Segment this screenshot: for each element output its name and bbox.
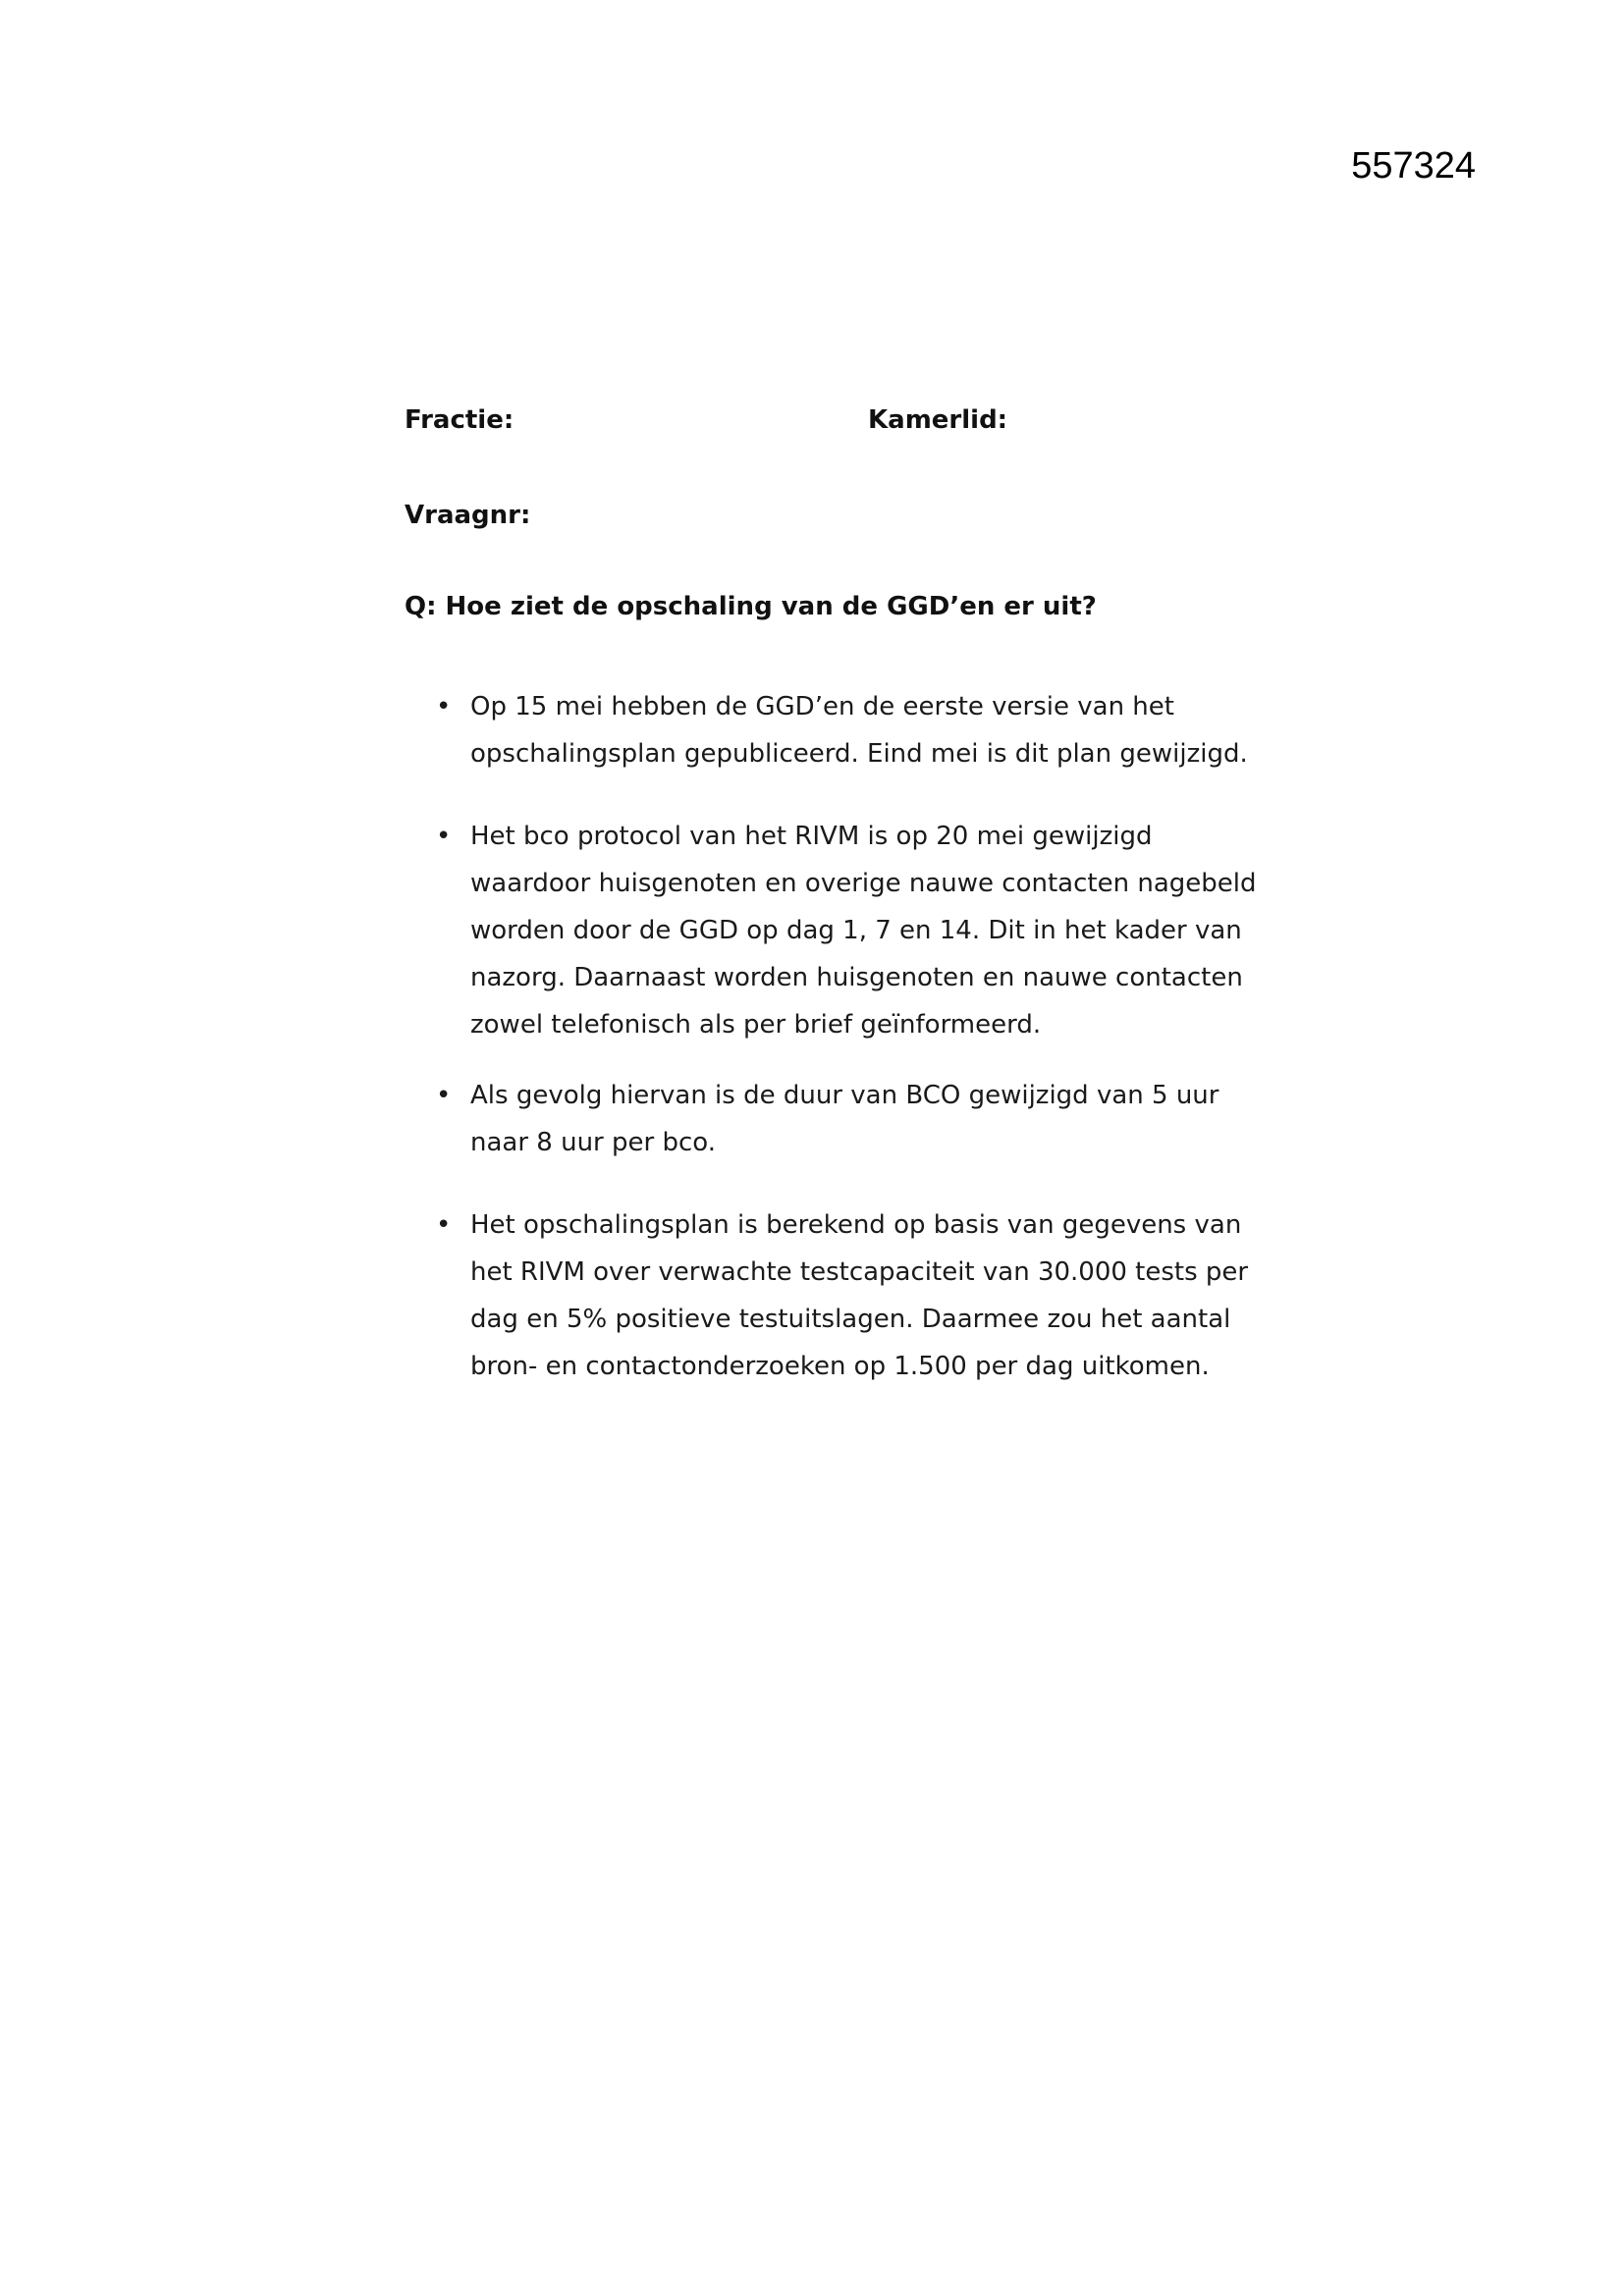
- question-heading: Q: Hoe ziet de opschaling van de GGD’en er uit?: [405, 592, 1097, 621]
- answer-list: [405, 683, 1269, 1390]
- bullet-icon: •: [436, 1081, 452, 1110]
- answer-item: [405, 813, 1269, 1048]
- answer-item: [405, 683, 1269, 777]
- bullet-icon: •: [436, 822, 452, 851]
- answer-text: Op 15 mei hebben de GGD’en de eerste versie van het opschalingsplan gepubliceerd. Eind mei is dit plan gewijzigd.: [470, 692, 1248, 769]
- answer-item: [405, 1072, 1269, 1166]
- vraagnr-label: Vraagnr:: [405, 501, 531, 530]
- answer-text: Als gevolg hiervan is de duur van BCO gewijzigd van 5 uur naar 8 uur per bco.: [470, 1081, 1219, 1157]
- bullet-icon: •: [436, 692, 452, 721]
- meta-row: [405, 402, 1288, 442]
- document-number: 557324: [1351, 145, 1476, 187]
- fractie-label: Fractie:: [405, 405, 514, 435]
- kamerlid-label: Kamerlid:: [868, 405, 1008, 435]
- answer-text: Het opschalingsplan is berekend op basis van gegevens van het RIVM over verwachte testcapaciteit van 30.000 tests per dag en 5% positieve testuitslagen. Daarmee zou het aantal bron- en contactonderzoeken op 1.500 per dag uitkomen.: [470, 1210, 1249, 1381]
- answer-item: [405, 1201, 1269, 1390]
- answer-text: Het bco protocol van het RIVM is op 20 mei gewijzigd waardoor huisgenoten en overige nauwe contacten nagebeld worden door de GGD op dag 1, 7 en 14. Dit in het kader van nazorg. Daarnaast worden huisgenoten en nauwe contacten zowel telefonisch als per brief geïnformeerd.: [470, 822, 1257, 1040]
- bullet-icon: •: [436, 1210, 452, 1240]
